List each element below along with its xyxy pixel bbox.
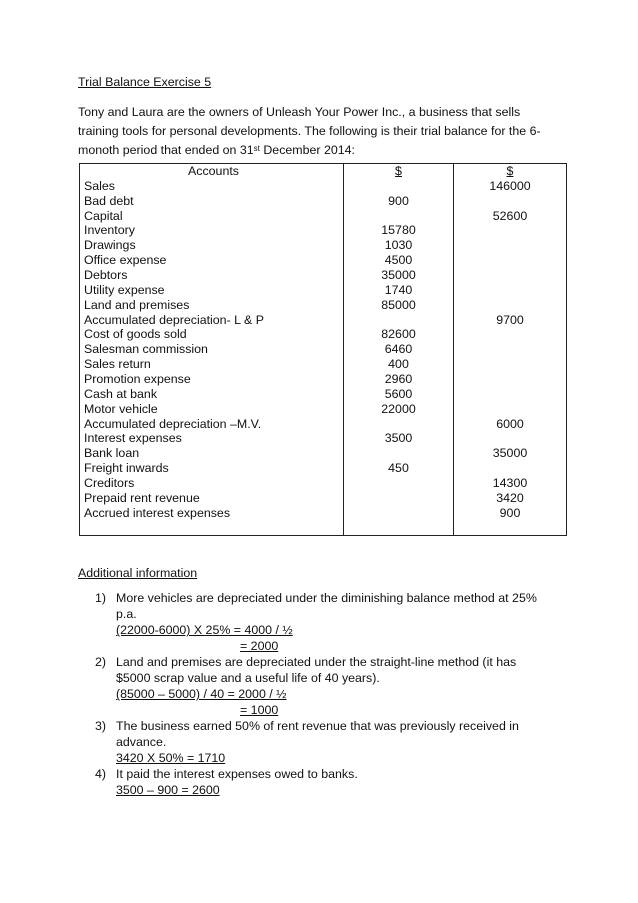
debit-value: 2960 [384, 372, 413, 387]
credit-value [454, 327, 566, 342]
debit-value: 450 [388, 461, 409, 476]
note-calculation [116, 750, 564, 766]
note-number: 3) [95, 719, 107, 734]
intro-text: December 2014: [259, 143, 355, 157]
account-name: Bad debt [84, 193, 134, 208]
column-header-accounts: Accounts [188, 164, 239, 178]
debit-value [344, 179, 453, 194]
superscript: st [253, 144, 260, 153]
note-text: More vehicles are depreciated under the diminishing balance method at 25% [116, 591, 537, 606]
debit-value [344, 209, 453, 224]
calculation-text: (22000-6000) X 25% = 4000 / ½ [116, 623, 293, 638]
account-name: Sales return [84, 357, 151, 372]
calculation-result: = 1000 [240, 703, 279, 718]
debit-value: 22000 [381, 401, 416, 416]
debit-value [344, 417, 453, 432]
account-name: Motor vehicle [84, 401, 158, 416]
account-name: Cost of goods sold [84, 327, 187, 342]
credit-value [454, 268, 566, 283]
calculation-result: = 2000 [240, 639, 279, 654]
note-text: Land and premises are depreciated under the straight-line method (it has [116, 655, 517, 670]
credit-value: 52600 [492, 208, 528, 223]
credit-value: 146000 [489, 178, 531, 193]
column-header-debit: $ [395, 164, 402, 178]
note-number: 1) [95, 591, 107, 606]
account-name: Land and premises [84, 297, 190, 312]
note-text: It paid the interest expenses owed to banks. [116, 767, 358, 782]
note-text: advance. [116, 735, 167, 750]
credit-value [454, 372, 566, 387]
credit-value [454, 238, 566, 253]
account-name: Drawings [84, 238, 136, 253]
debit-value: 1740 [384, 282, 413, 297]
credit-value: 9700 [496, 312, 524, 327]
debit-value: 4500 [384, 253, 413, 268]
note-text: $5000 scrap value and a useful life of 40 years). [116, 671, 380, 686]
credit-value: 900 [499, 505, 521, 520]
note-item [78, 718, 564, 766]
section-heading: Additional information [78, 566, 198, 581]
calculation-text: 3420 X 50% = 1710 [116, 751, 226, 766]
account-name: Sales [84, 178, 115, 193]
account-name: Freight inwards [84, 461, 169, 476]
page-title: Trial Balance Exercise 5 [78, 75, 212, 89]
note-calculation [116, 782, 564, 798]
table-bottom-spacer [454, 521, 566, 536]
credit-value [454, 387, 566, 402]
account-name: Inventory [84, 223, 135, 238]
debit-value: 900 [388, 193, 409, 208]
credit-value [454, 357, 566, 372]
credit-value: 6000 [496, 416, 524, 431]
credit-list [454, 179, 566, 521]
account-name: Interest expenses [84, 431, 182, 446]
account-name: Utility expense [84, 282, 165, 297]
note-calculation-result [116, 702, 564, 718]
debit-value: 85000 [381, 297, 416, 312]
additional-information [78, 565, 564, 798]
calculation-text: 3500 – 900 = 2600 [116, 783, 220, 798]
debit-value: 82600 [381, 327, 416, 342]
credit-column [454, 164, 567, 536]
debit-value [344, 506, 453, 521]
debit-value [344, 476, 453, 491]
credit-value: 35000 [492, 446, 528, 461]
debit-column [344, 164, 454, 536]
note-calculation-result [116, 638, 564, 654]
debit-value: 1030 [384, 238, 413, 253]
account-name: Accumulated depreciation- L & P [84, 312, 264, 327]
intro-paragraph [78, 103, 564, 160]
debit-value: 5600 [384, 386, 413, 401]
accounts-column [80, 164, 344, 536]
debit-value: 35000 [381, 268, 416, 283]
debit-value [344, 313, 453, 328]
debit-value: 400 [388, 357, 409, 372]
debit-value: 6460 [384, 342, 413, 357]
intro-line: training tools for personal developments. The following is their trial balance for the 6- [78, 124, 541, 138]
credit-value [454, 298, 566, 313]
account-name: Creditors [84, 476, 135, 491]
trial-balance-table [79, 163, 567, 536]
account-name: Bank loan [84, 446, 140, 461]
note-number: 2) [95, 655, 107, 670]
account-name: Accumulated depreciation –M.V. [84, 416, 262, 431]
debit-value [344, 491, 453, 506]
credit-value [454, 283, 566, 298]
credit-value [454, 194, 566, 209]
note-item [78, 654, 564, 718]
intro-line: Tony and Laura are the owners of Unleash Your Power Inc., a business that sells [78, 105, 521, 119]
note-number: 4) [95, 767, 107, 782]
account-name: Capital [84, 208, 123, 223]
credit-value [454, 342, 566, 357]
accounts-list [80, 179, 343, 521]
debit-value: 15780 [381, 223, 416, 238]
calculation-text: (85000 – 5000) / 40 = 2000 / ½ [116, 687, 287, 702]
account-name: Accrued interest expenses [84, 505, 231, 520]
account-name: Cash at bank [84, 386, 158, 401]
note-text: p.a. [116, 607, 137, 622]
credit-value [454, 253, 566, 268]
account-name: Debtors [84, 268, 128, 283]
credit-value [454, 402, 566, 417]
debit-value: 3500 [384, 431, 413, 446]
intro-line [78, 141, 564, 160]
note-calculation [116, 686, 564, 702]
intro-text: monoth period that ended on 31 [78, 143, 254, 157]
column-header-credit: $ [506, 164, 514, 178]
credit-value [454, 223, 566, 238]
note-text: The business earned 50% of rent revenue that was previously received in [116, 719, 519, 734]
credit-value [454, 461, 566, 476]
notes-list [78, 590, 564, 798]
debit-list [344, 179, 453, 521]
debit-value [344, 446, 453, 461]
credit-value [454, 431, 566, 446]
credit-value: 14300 [492, 476, 528, 491]
credit-value: 3420 [496, 490, 524, 505]
document-page [78, 74, 564, 798]
note-calculation [116, 622, 564, 638]
account-name: Salesman commission [84, 342, 208, 357]
account-name: Office expense [84, 253, 167, 268]
note-item [78, 590, 564, 654]
note-item [78, 766, 564, 798]
account-name: Promotion expense [84, 372, 191, 387]
account-name: Prepaid rent revenue [84, 490, 200, 505]
